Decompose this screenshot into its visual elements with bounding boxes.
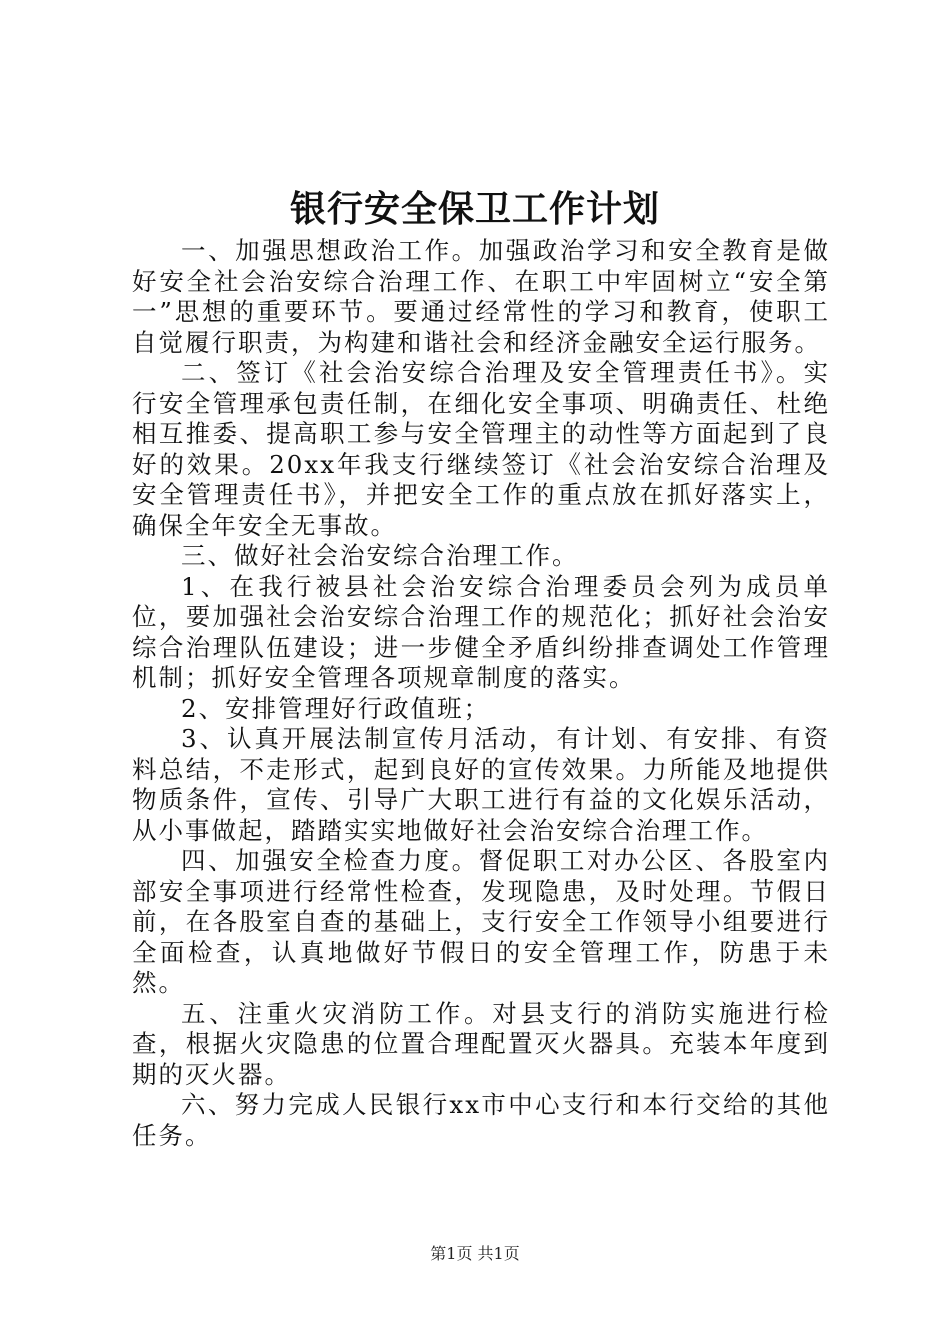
paragraph-2: 二、签订《社会治安综合治理及安全管理责任书》。实行安全管理承包责任制，在细化安全事项、明确责任、杜绝相互推委、提高职工参与安全管理主的动性等方面起到了良好的效果。20xx年我支行继续签订《社会治安综合治理及安全管理责任书》，并把安全工作的重点放在抓好落实上，确保全年安全无事故。 [132, 358, 830, 540]
paragraph-4: 1、在我行被县社会治安综合治理委员会列为成员单位，要加强社会治安综合治理工作的规范化；抓好社会治安综合治理队伍建设；进一步健全矛盾纠纷排查调处工作管理机制；抓好安全管理各项规章制度的落实。 [132, 571, 830, 692]
paragraph-5: 2、安排管理好行政值班； [181, 693, 491, 723]
paragraph-1: 一、加强思想政治工作。加强政治学习和安全教育是做好安全社会治安综合治理工作、在职工中牢固树立“安全第一”思想的重要环节。要通过经常性的学习和教育，使职工自觉履行职责，为构建和谐社会和经济金融安全运行服务。 [132, 236, 830, 357]
paragraph-6: 3、认真开展法制宣传月活动，有计划、有安排、有资料总结，不走形式，起到良好的宣传效果。力所能及地提供物质条件，宣传、引导广大职工进行有益的文化娱乐活动，从小事做起，踏踏实实地做好社会治安综合治理工作。 [132, 724, 830, 845]
paragraph-9: 六、努力完成人民银行xx市中心支行和本行交给的其他任务。 [132, 1090, 830, 1150]
page-footer: 第1页 共1页 [430, 1244, 520, 1263]
document-body [132, 236, 830, 1151]
paragraph-7: 四、加强安全检查力度。督促职工对办公区、各股室内部安全事项进行经常性检查，发现隐患，及时处理。节假日前，在各股室自查的基础上，支行安全工作领导小组要进行全面检查，认真地做好节假日的安全管理工作，防患于未然。 [132, 846, 830, 997]
paragraph-3: 三、做好社会治安综合治理工作。 [181, 541, 579, 570]
paragraph-8: 五、注重火灾消防工作。对县支行的消防实施进行检查，根据火灾隐患的位置合理配置灭火器具。充装本年度到期的灭火器。 [132, 998, 830, 1089]
document-title: 银行安全保卫工作计划 [289, 188, 660, 230]
